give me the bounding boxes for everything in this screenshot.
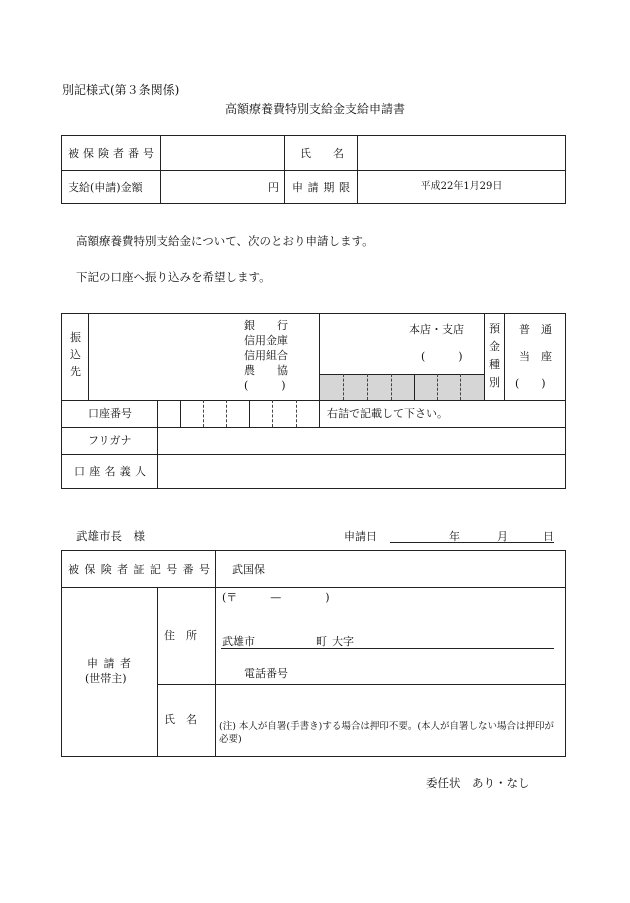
furikomi-char-1: 振 xyxy=(70,331,81,344)
account-number-boxes[interactable] xyxy=(158,401,319,427)
transfer-statement: 下記の口座へ振り込みを希望します。 xyxy=(76,270,271,284)
deposit-type-char-2: 金 xyxy=(489,340,500,353)
application-date-line[interactable] xyxy=(390,542,554,543)
institution-bank: 銀 行 xyxy=(244,319,288,332)
yen-unit: 円 xyxy=(268,181,279,194)
account-number-label: 口座番号 xyxy=(88,407,132,420)
date-year: 年 xyxy=(449,530,460,543)
name-label: 氏 名 xyxy=(300,147,344,160)
institution-shinkin: 信用金庫 xyxy=(244,334,288,347)
furikomi-char-3: 先 xyxy=(70,365,81,378)
proxy-option: 委任状 あり・なし xyxy=(426,776,530,790)
institution-other: ( ) xyxy=(244,379,286,392)
applicant-label: 申 請 者 xyxy=(87,657,131,670)
mayor-addressee: 武雄市長 様 xyxy=(76,529,145,543)
institution-nokyo: 農 協 xyxy=(244,364,288,377)
cert-number-label: 被 保 険 者 証 記 号 番 号 xyxy=(68,563,210,576)
address-label: 住 所 xyxy=(164,629,197,642)
application-date-label: 申請日 xyxy=(344,530,377,543)
form-title: 高額療養費特別支給金支給申請書 xyxy=(224,102,405,116)
branch-label: 本店・支店 xyxy=(409,323,464,336)
amount-label: 支給(申請)金額 xyxy=(68,181,143,194)
account-holder-field[interactable] xyxy=(158,455,565,488)
date-day: 日 xyxy=(543,530,554,543)
deposit-ordinary: 普 通 xyxy=(519,323,552,336)
applicant-sub-label: (世帯主) xyxy=(85,672,127,685)
form-number-label: 別記様式(第３条関係) xyxy=(62,83,180,97)
applicant-name-label: 氏 名 xyxy=(164,713,197,726)
furigana-label: フリガナ xyxy=(88,434,132,447)
address-city: 武雄市 xyxy=(222,635,255,648)
signature-note: (注) 本人が自署(手書き)する場合は押印不要。(本人が自署しない場合は押印が必要) xyxy=(219,721,555,745)
account-number-note: 右詰で記載して下さい。 xyxy=(327,407,448,420)
account-holder-label: 口 座 名 義 人 xyxy=(74,465,146,478)
deposit-current: 当 座 xyxy=(519,350,552,363)
cert-number-prefix: 武国保 xyxy=(232,563,265,576)
deadline-label: 申 請 期 限 xyxy=(292,181,350,194)
furikomi-char-2: 込 xyxy=(70,348,81,361)
postal-code: (〒 — ) xyxy=(222,591,330,604)
deposit-type-char-4: 別 xyxy=(489,376,500,389)
deposit-other: ( ) xyxy=(515,377,546,390)
address-oaza: 大字 xyxy=(332,635,354,648)
address-line[interactable] xyxy=(221,648,554,649)
phone-label: 電話番号 xyxy=(244,667,288,680)
insured-number-label: 被 保 険 者 番 号 xyxy=(68,147,154,160)
address-town: 町 xyxy=(316,635,327,648)
branch-paren: ( ) xyxy=(421,350,463,363)
institution-shinkumi: 信用組合 xyxy=(244,349,288,362)
furigana-field[interactable] xyxy=(158,428,565,454)
deadline-value: 平成22年1月29日 xyxy=(420,181,503,192)
date-month: 月 xyxy=(497,530,508,543)
deposit-type-char-3: 種 xyxy=(489,358,500,371)
request-statement: 高額療養費特別支給金について、次のとおり申請します。 xyxy=(76,234,374,248)
deposit-type-char-1: 預 xyxy=(489,322,500,335)
